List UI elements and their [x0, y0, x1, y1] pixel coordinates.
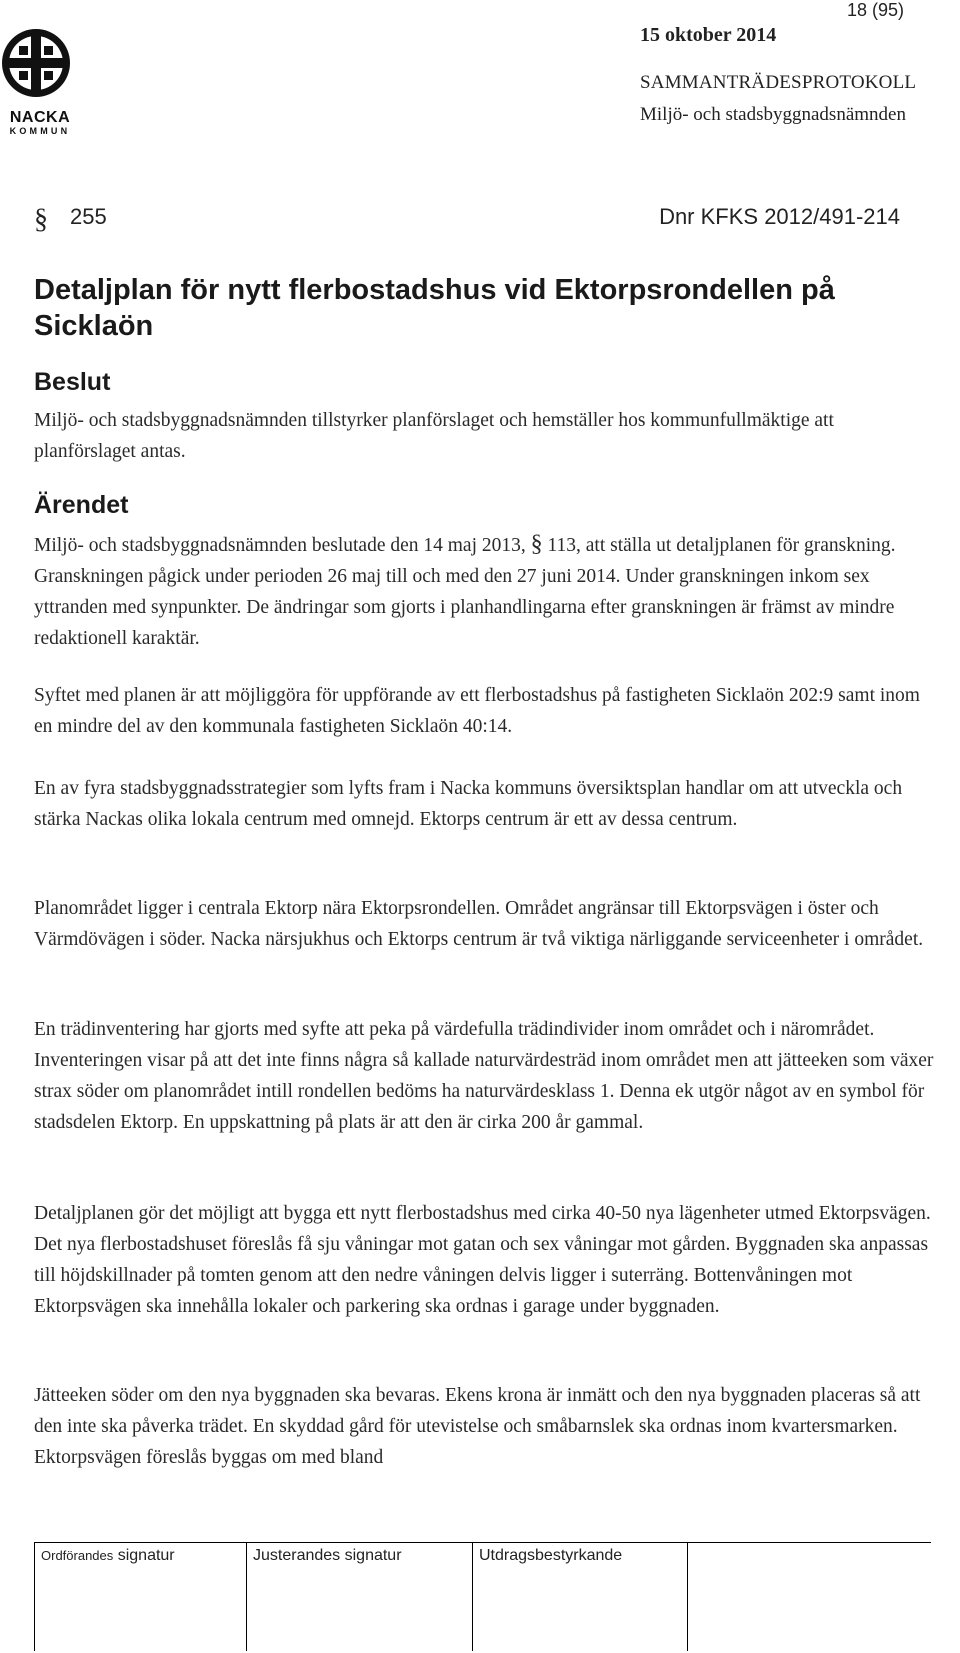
body-paragraph-strategy: En av fyra stadsbyggnadsstrategier som lyfts fram i Nacka kommuns översiktsplan handlar om att utveckla och stärka Nackas olika lokala centrum med omnejd. Ektorps centrum är ett av dessa centrum. — [34, 778, 903, 830]
diary-number: Dnr KFKS 2012/491-214 — [659, 204, 900, 229]
arendet-text-a: Miljö- och stadsbyggnadsnämnden beslutade den 14 maj 2013, — [34, 535, 531, 556]
ordforande-signature-cell — [35, 1543, 247, 1651]
arendet-heading: Ärendet — [34, 491, 129, 519]
paragraph-number: 255 — [70, 204, 107, 229]
utdrag-signature-cell — [473, 1543, 688, 1651]
paragraph-sign-inline: § — [530, 531, 543, 557]
meeting-date: 15 oktober 2014 — [640, 24, 777, 46]
ordforande-label-b: signatur — [113, 1547, 175, 1564]
committee-name: Miljö- och stadsbyggnadsnämnden — [640, 104, 906, 125]
body-paragraph-location: Planområdet ligger i centrala Ektorp nära Ektorpsrondellen. Området angränsar till Ektorpsvägen i öster och Värmdövägen i söder. Nacka närsjukhus och Ektorps centrum är två viktiga närliggande serviceenheter i området. — [34, 898, 924, 950]
protocol-type: SAMMANTRÄDESPROTOKOLL — [640, 72, 917, 93]
body-paragraph-oak: Jätteeken söder om den nya byggnaden ska bevaras. Ekens krona är inmätt och den nya byggnaden placeras så att den inte ska påverka trädet. En skyddad gård för utevistelse och småbarnslek ska ordnas inom kvartersmarken. Ektorpsvägen föreslås byggas om med bland — [34, 1385, 921, 1468]
body-paragraph-trees: En trädinventering har gjorts med syfte att peka på värdefulla trädindivider inom området och i närområdet. Inventeringen visar på att det inte finns några så kallade naturvärdesträd inom området men att jätteeken som växer strax söder om planområdet intill rondellen bedöms ha naturvärdesklass 1. Denna ek utgör något av en symbol för stadsdelen Ektorp. En uppskattning på plats är att den är cirka 200 år gammal. — [34, 1019, 934, 1133]
arendet-paragraph — [34, 529, 934, 654]
arendet-text-b: 113, att ställa ut detaljplanen för granskning. Granskningen pågick under perioden 26 maj till och med den 27 juni 2014. Under granskningen inkom sex yttranden med synpunkter. De ändringar som gjorts i planhandlingarna efter granskningen är främst av mindre redaktionell karaktär. — [34, 535, 896, 649]
empty-signature-cell — [688, 1543, 931, 1651]
logo-name: NACKA — [9, 109, 71, 126]
utdrag-label: Utdragsbestyrkande — [479, 1547, 623, 1564]
justerande-label: Justerandes signatur — [253, 1547, 402, 1564]
ordforande-label-a: Ordförandes — [41, 1548, 114, 1563]
page-number: 18 (95) — [846, 0, 904, 20]
signature-table — [34, 1542, 931, 1651]
logo-sub: KOMMUN — [9, 126, 71, 136]
justerande-signature-cell — [247, 1543, 473, 1651]
nacka-kommun-logo — [0, 18, 80, 136]
nacka-crest-icon — [0, 18, 80, 108]
paragraph-sign: § — [34, 204, 48, 235]
document-title: Detaljplan för nytt flerbostadshus vid Ektorpsrondellen på Sicklaön — [34, 274, 835, 342]
beslut-text: Miljö- och stadsbyggnadsnämnden tillstyrker planförslaget och hemställer hos kommunfullmäktige att planförslaget antas. — [34, 410, 834, 462]
beslut-heading: Beslut — [34, 368, 111, 396]
body-paragraph-building: Detaljplanen gör det möjligt att bygga ett nytt flerbostadshus med cirka 40-50 nya lägenheter utmed Ektorpsvägen. Det nya flerbostadshuset föreslås få sju våningar mot gatan och sex våningar mot gården. Byggnaden ska anpassas till höjdskillnader på tomten genom att den nedre våningen delvis ligger i suterräng. Bottenvåningen mot Ektorpsvägen ska innehålla lokaler och parkering ska ordnas i garage under byggnaden. — [34, 1203, 931, 1317]
body-paragraph-purpose: Syftet med planen är att möjliggöra för uppförande av ett flerbostadshus på fastigheten Sicklaön 202:9 samt inom en mindre del av den kommunala fastigheten Sicklaön 40:14. — [34, 685, 920, 737]
